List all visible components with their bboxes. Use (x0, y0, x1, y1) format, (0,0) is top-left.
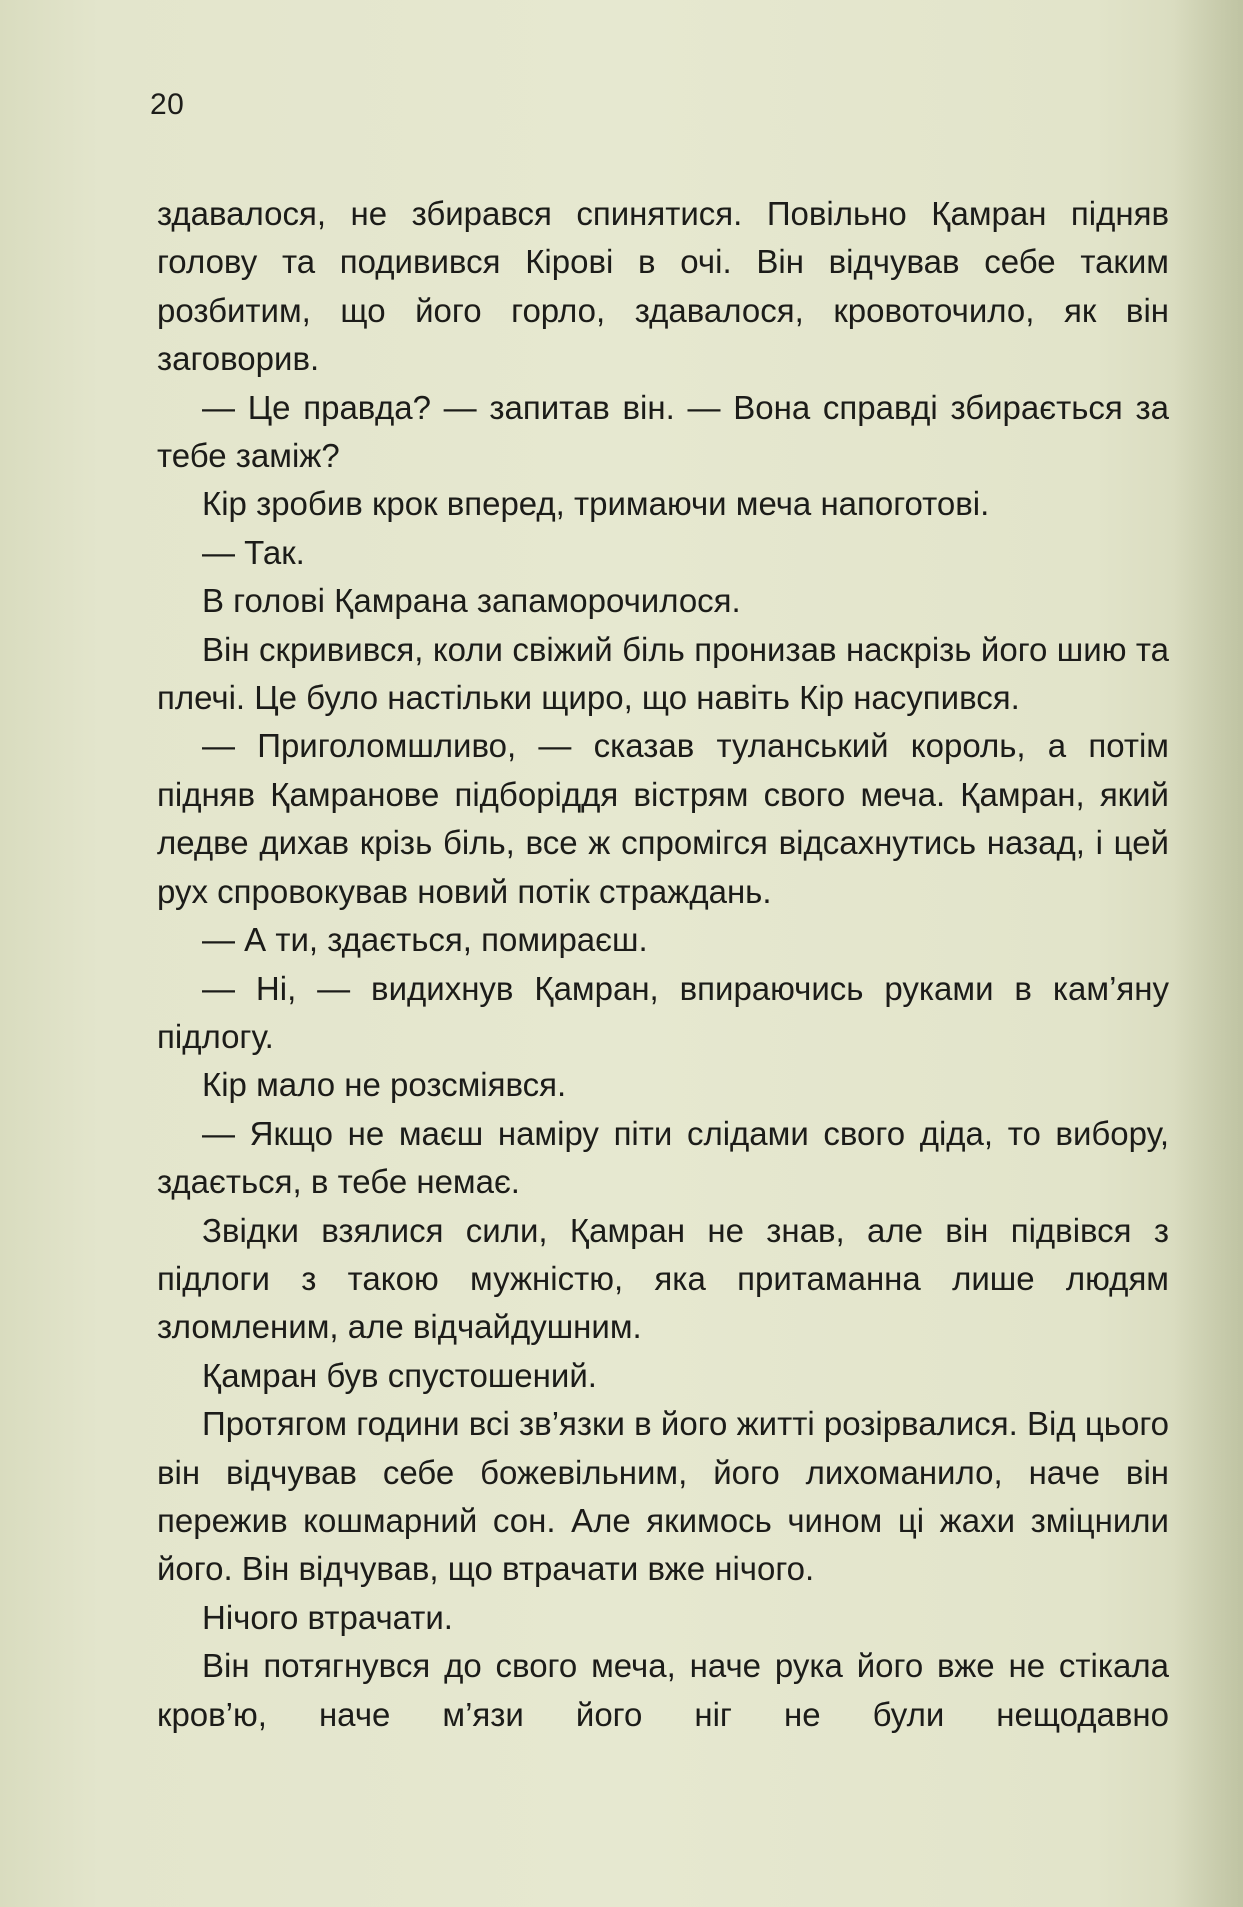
paragraph: — Це правда? — запитав він. — Вона справді збирається за тебе заміж? (157, 388, 1169, 475)
paragraph: — Приголомшливо, — сказав туланський король, а потім підняв Қамранове підборіддя вістрям свого меча. Қамран, який ледве дихав крізь біль, все ж спромігся відсахнутись назад, і цей рух спровокував новий потік страждань. (157, 727, 1169, 910)
paragraph: Він потягнувся до свого меча, наче рука його вже не стікала кров’ю, наче м’язи його ніг не були нещодавно (157, 1647, 1169, 1733)
page-edge-shadow (1173, 0, 1243, 1907)
paragraph: — Якщо не маєш наміру піти слідами свого діда, то вибору, здається, в тебе немає. (157, 1114, 1169, 1201)
body-text (157, 190, 1169, 1739)
paragraph: Кір зробив крок вперед, тримаючи меча напоготові. (202, 485, 990, 523)
paragraph: — Ні, — видихнув Қамран, впираючись руками в кам’яну підлогу. (157, 969, 1169, 1055)
paragraph: Він скривився, коли свіжий біль пронизав наскрізь його шию та плечі. Це було настільки щиро, що навіть Кір насупився. (157, 630, 1169, 717)
paragraph: Кір мало не розсміявся. (202, 1066, 567, 1104)
paragraph: В голові Қамрана запаморочилося. (202, 582, 741, 620)
paragraph: здавалося, не збирався спинятися. Повільно Қамран підняв голову та подивився Кірові в очі. Він відчував себе таким розбитим, що його горло, здавалося, кровоточило, як він заговорив. (157, 195, 1169, 378)
paragraph: Протягом години всі зв’язки в його житті розірвалися. Від цього він відчував себе божевільним, його лихоманило, наче він пережив кошмарний сон. Але якимось чином ці жахи зміцнили його. Він відчував, що втрачати вже нічого. (157, 1405, 1169, 1588)
paragraph: Звідки взялися сили, Қамран не знав, але він підвівся з підлоги з такою мужністю, яка притаманна лише людям зломленим, але відчайдушним. (157, 1211, 1169, 1346)
paragraph: Нічого втрачати. (202, 1598, 453, 1636)
page-number: 20 (150, 88, 185, 121)
paragraph: — А ти, здається, помираєш. (202, 921, 648, 959)
paragraph: — Так. (202, 533, 305, 571)
paragraph: Қамран був спустошений. (202, 1356, 597, 1394)
